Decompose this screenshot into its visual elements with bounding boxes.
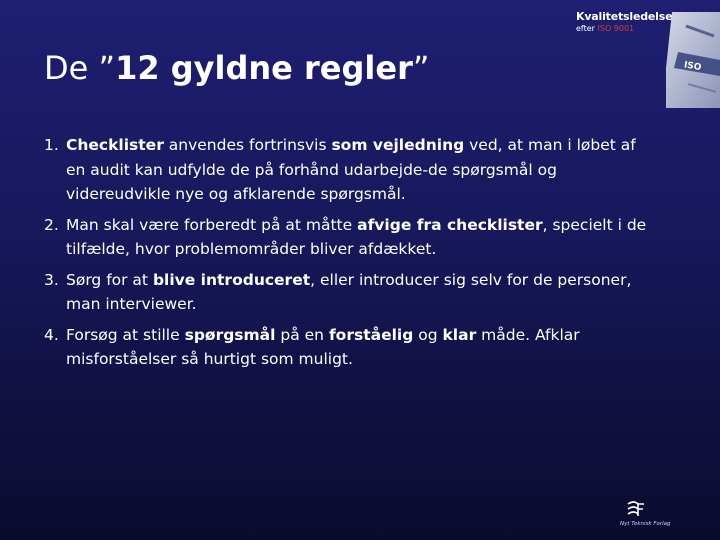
rule-number: 2.: [44, 215, 59, 234]
rule-number: 1.: [44, 136, 59, 154]
rule-text: [66, 136, 636, 203]
rule-emphasis: klar: [442, 325, 477, 344]
rule-segment: Man skal være forberedt på at måtte: [66, 215, 358, 234]
publisher-logo: [616, 500, 688, 532]
rule-item: [44, 133, 654, 207]
publisher-logo-icon: [626, 500, 646, 520]
rule-segment: og: [413, 325, 443, 344]
book-logo: [572, 6, 720, 106]
logo-title: Kvalitetsledelse: [576, 10, 673, 23]
rule-emphasis: blive introduceret: [152, 270, 311, 289]
title-main: 12 gyldne regler: [115, 49, 413, 87]
rule-emphasis: forståelig: [328, 325, 414, 344]
publisher-caption: Nyt Teknisk Forlag: [620, 521, 671, 527]
logo-subtitle: [576, 24, 634, 33]
rule-segment: anvendes fortrinsvis: [163, 136, 332, 154]
rule-emphasis: afvige fra checklister: [357, 215, 543, 234]
logo-subtitle-prefix: efter: [576, 24, 598, 33]
book-cover-icon: [664, 8, 720, 108]
rule-segment: , specielt i de tilfælde, hvor problemområder bliver afdækket.: [66, 215, 647, 258]
rule-segment: Sørg for at: [66, 270, 153, 289]
rule-segment: Forsøg at stille: [66, 325, 185, 344]
rule-text: [66, 216, 646, 259]
slide-title: [44, 46, 429, 90]
rule-item: [44, 323, 654, 372]
rule-emphasis: spørgsmål: [184, 325, 276, 344]
rule-number: 3.: [44, 270, 59, 289]
title-prefix: De ”: [44, 49, 116, 87]
rule-segment: på en: [275, 325, 329, 344]
title-suffix: ”: [412, 49, 430, 87]
rule-segment: ved, at man i løbet af en audit kan udfylde de på forhånd udarbejde-de spørgsmål og videreudvikle nye og afklarende spørgsmål.: [66, 136, 636, 203]
rule-segment: , eller introducer sig selv for de personer, man interviewer.: [66, 270, 632, 313]
rule-item: [44, 268, 654, 317]
book-badge: ISO: [683, 60, 703, 74]
rule-item: [44, 213, 654, 262]
logo-subtitle-iso: ISO 9001: [597, 24, 635, 33]
rules-list: [44, 133, 654, 378]
rule-number: 4.: [44, 325, 59, 344]
rule-text: [66, 326, 580, 369]
rule-segment: måde. Afklar misforståelser så hurtigt som muligt.: [66, 325, 580, 368]
rule-text: [66, 271, 631, 314]
rule-emphasis: som vejledning: [331, 136, 465, 154]
rule-emphasis: Checklister: [66, 136, 164, 154]
